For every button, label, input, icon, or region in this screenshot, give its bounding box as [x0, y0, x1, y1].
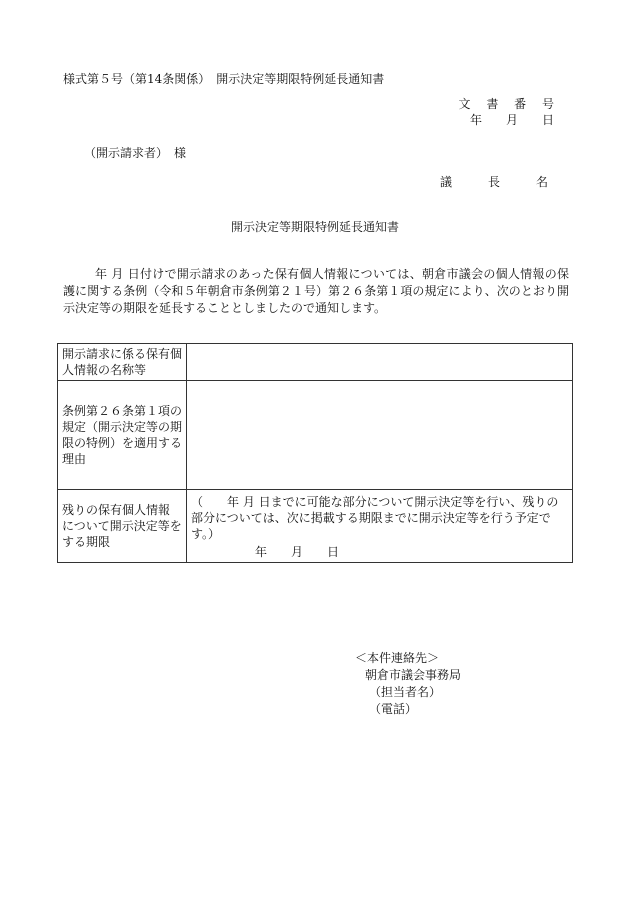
document-title: 開示決定等期限特例延長通知書	[230, 220, 399, 234]
info-name-value	[187, 344, 573, 381]
addressee: （開示請求者） 様	[84, 146, 187, 160]
table-row	[58, 344, 573, 381]
body-paragraph: 年 月 日付けで開示請求のあった保有個人情報については、朝倉市議会の個人情報の保護に関する条例（令和５年朝倉市条例第２１号）第２６条第１項の規定により、次のとおり開示決定等の期限を延長することとしましたので通知します。	[63, 267, 569, 315]
date-label: 年 月 日	[469, 113, 560, 127]
table-row	[58, 490, 573, 563]
document-meta	[459, 96, 560, 128]
info-table	[57, 343, 573, 563]
contact-office: 朝倉市議会事務局	[365, 668, 462, 682]
contact-block	[355, 650, 461, 718]
remaining-deadline-label: 残りの保有個人情報について開示決定等をする期限	[58, 490, 187, 563]
table-row	[58, 381, 573, 490]
extension-reason-value	[187, 381, 573, 490]
info-name-label: 開示請求に係る保有個人情報の名称等	[58, 344, 187, 381]
remaining-deadline-value	[187, 490, 573, 563]
contact-person: （担当者名）	[369, 685, 442, 699]
extension-reason-label: 条例第２６条第１項の規定（開示決定等の期限の特例）を適用する理由	[58, 381, 187, 490]
document-number-label: 文 書 番 号	[458, 97, 560, 111]
remaining-deadline-date: 年 月 日	[255, 545, 346, 559]
remaining-deadline-note: （ 年 月 日までに可能な部分について開示決定等を行い、残りの部分については、次に掲載する期限までに開示決定等を行う予定です。）	[191, 495, 559, 541]
contact-heading: ＜本件連絡先＞	[355, 651, 440, 665]
contact-phone: （電話）	[369, 702, 418, 716]
sender-name: 議 長 名	[439, 175, 560, 189]
form-number: 様式第５号（第14条関係） 開示決定等期限特例延長通知書	[63, 72, 385, 86]
